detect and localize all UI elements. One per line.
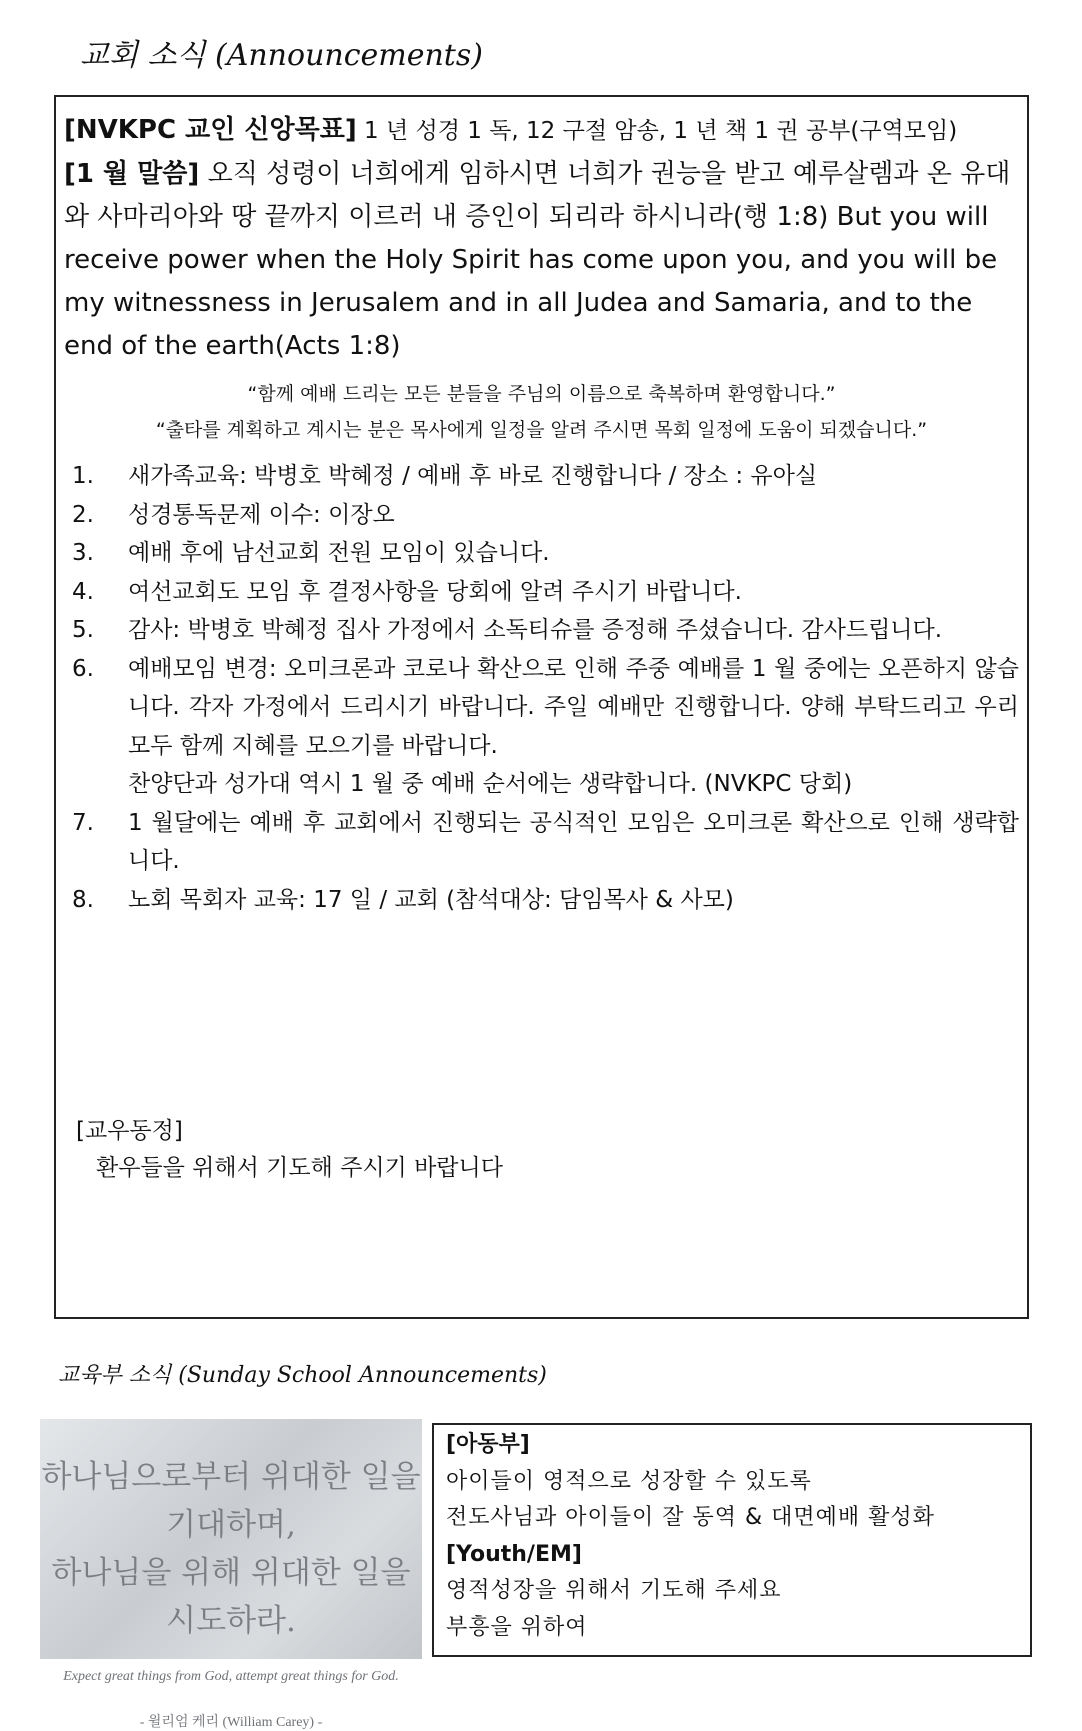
children-heading: [아동부]	[446, 1432, 530, 1457]
list-item: 6. 예배모임 변경: 오미크론과 코로나 확산으로 인해 주중 예배를 1 월 중에는 오픈하지 않습니다. 각자 가정에서 드리시기 바랍니다. 주일 예배만 진행합니다. 양해 부탁드리고 우리 모두 함께 지혜를 모으기를 바랍니다. 찬양단과 성가대 역시 1 월 중 예배 순서에는 생략합니다. (NVKPC 당회)	[72, 650, 1019, 804]
youth-heading: [Youth/EM]	[446, 1541, 582, 1567]
list-item: 7. 1 월달에는 예배 후 교회에서 진행되는 공식적인 모임은 오미크론 확산으로 인해 생략합니다.	[72, 809, 1019, 874]
faith-goal-label: [NVKPC 교인 신앙목표]	[64, 115, 357, 145]
announcement-list	[72, 457, 1019, 919]
list-item: 3. 예배 후에 남선교회 전원 모임이 있습니다.	[72, 540, 550, 566]
children-line: 전도사님과 아이들이 잘 동역 & 대면예배 활성화	[446, 1505, 935, 1530]
welcome-quote: “함께 예배 드리는 모든 분들을 주님의 이름으로 축복하며 환영합니다.”	[247, 383, 836, 405]
announcements-box	[54, 95, 1029, 1319]
monthly-verse-text: 오직 성령이 너희에게 임하시면 너희가 권능을 받고 예루살렘과 온 유대와 사마리아와 땅 끝까지 이르러 내 증인이 되리라 하시니라(행 1:8) But you will receive power when the Holy Spirit has come upon you, and you will be my witnessness in Jerusalem and in all Judea and Samaria, and to the end of the earth(Acts 1:8)	[64, 159, 1011, 361]
section-title: 교회 소식 (Announcements)	[80, 38, 483, 73]
faith-goal-text: 1 년 성경 1 독, 12 구절 암송, 1 년 책 1 권 공부(구역모임)	[356, 118, 958, 144]
sunday-school-title: 교육부 소식 (Sunday School Announcements)	[58, 1363, 547, 1388]
list-item: 2. 성경통독문제 이수: 이장오	[72, 501, 395, 528]
children-line: 아이들이 영적으로 성장할 수 있도록	[446, 1468, 812, 1494]
travel-quote: “출타를 계획하고 계시는 분은 목사에게 일정을 알려 주시면 목회 일정에 도움이 되겠습니다.”	[155, 419, 928, 441]
prayer-heading: [교우동정]	[76, 1118, 183, 1144]
image-quote-line: 하나님으로부터 위대한 일을 기대하며,	[41, 1459, 421, 1543]
list-item-extra: 찬양단과 성가대 역시 1 월 중 예배 순서에는 생략합니다. (NVKPC 당회)	[128, 771, 853, 797]
list-item: 8. 노회 목회자 교육: 17 일 / 교회 (참석대상: 담임목사 & 사모)	[72, 886, 734, 913]
image-quote-english: Expect great things from God, attempt great things for God.	[63, 1669, 399, 1684]
monthly-verse-label: [1 월 말씀]	[64, 159, 200, 189]
list-item: 5. 감사: 박병호 박혜정 집사 가정에서 소독티슈를 증정해 주셨습니다. 감사드립니다.	[72, 617, 943, 643]
list-item: 4. 여선교회도 모임 후 결정사항을 당회에 알려 주시기 바랍니다.	[72, 578, 742, 605]
prayer-text: 환우들을 위해서 기도해 주시기 바랍니다	[96, 1155, 503, 1181]
sunday-school-box	[432, 1423, 1032, 1657]
youth-line: 영적성장을 위해서 기도해 주세요	[446, 1578, 782, 1603]
lead-paragraph	[64, 109, 1017, 368]
image-quote-author: - 윌리엄 케리 (William Carey) -	[139, 1715, 323, 1730]
image-quote-line: 하나님을 위해 위대한 일을 시도하라.	[51, 1555, 411, 1639]
list-item: 1. 새가족교육: 박병호 박혜정 / 예배 후 바로 진행합니다 / 장소 : 유아실	[72, 463, 818, 489]
youth-line: 부흥을 위하여	[446, 1614, 588, 1640]
quote-image	[40, 1419, 422, 1730]
